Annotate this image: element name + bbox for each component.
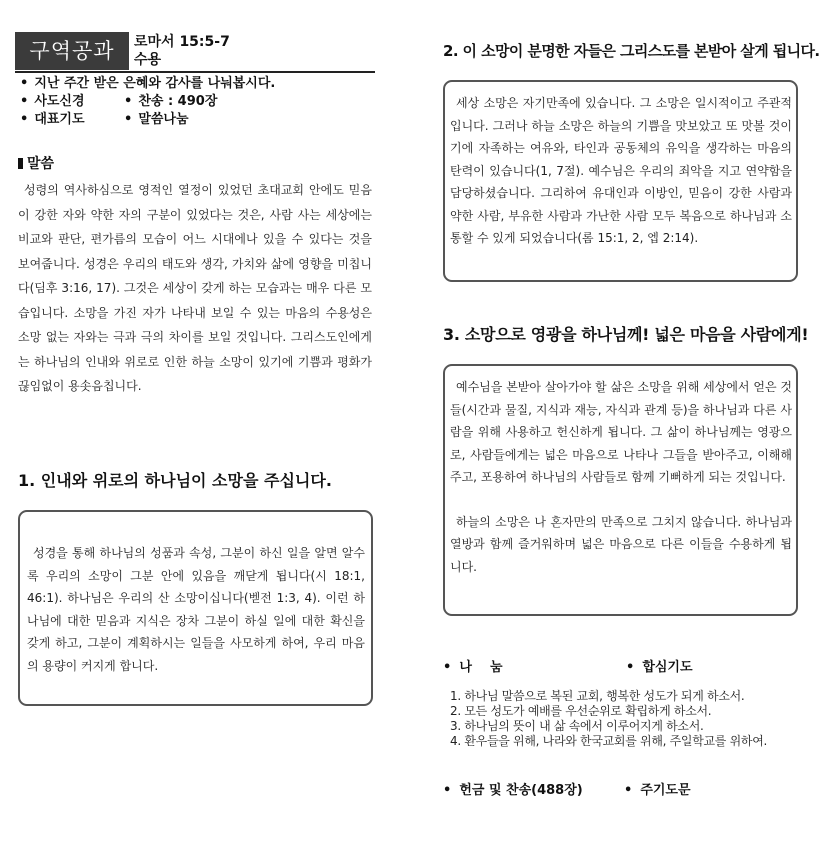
closing-lords-prayer: [624, 779, 691, 798]
lesson-theme: 수용: [134, 52, 162, 68]
order-hymn: [124, 93, 217, 111]
order-creed: [20, 93, 85, 111]
section-2-title: 2. 이 소망이 분명한 자들은 그리스도를 본받아 살게 됩니다.: [443, 42, 820, 60]
bullet-icon: •: [624, 783, 633, 798]
section-2-box: [443, 80, 798, 282]
section-3-body-2: 하늘의 소망은 나 혼자만의 만족으로 그치지 않습니다. 하나님과 열방과 함께 즐거워하며 넓은 마음으로 다른 이들을 수용하게 됩니다.: [450, 514, 792, 574]
closing-joint-prayer-text: 합심기도: [642, 660, 693, 675]
prayer-item: 4. 환우들을 위해, 나라와 한국교회를 위해, 주일학교를 위하여.: [450, 734, 768, 748]
bullet-icon: •: [124, 112, 133, 127]
closing-sharing: [443, 656, 503, 675]
closing-lords-prayer-text: 주기도문: [640, 783, 691, 798]
section-3-title: 3. 소망으로 영광을 하나님께! 넓은 마음을 사람에게!: [443, 325, 809, 344]
section-1-body: 성경을 통해 하나님의 성품과 속성, 그분이 하신 일을 알면 알수록 우리의 소망이 그분 안에 있음을 깨닫게 됩니다(시 18:1, 46:1). 하나님은 우리의 산 소망이십니다(벧전 1:3, 4). 이런 하나님에 대한 믿음과 지식은 장차 그분이 하실 일에 대한 확신을 갖게 하고, 그분이 계획하시는 일들을 사모하게 하여, 우리 마음의 용량이 커지게 합니다.: [27, 546, 365, 673]
order-greeting: [20, 75, 275, 93]
order-greeting-text: 지난 주간 받은 은혜와 감사를 나눠봅시다.: [34, 76, 276, 91]
scripture-reference: 로마서 15:5-7: [134, 34, 230, 50]
prayer-item: 2. 모든 성도가 예배를 우선순위로 확립하게 하소서.: [450, 704, 712, 718]
bullet-icon: •: [124, 94, 133, 109]
closing-offering: [443, 779, 583, 798]
bullet-icon: •: [20, 94, 29, 109]
sermon-heading-text: 말씀: [27, 156, 55, 172]
bullet-icon: •: [20, 76, 29, 91]
closing-offering-text: 헌금 및 찬송(488장): [459, 783, 583, 798]
order-sharing-text: 말씀나눔: [138, 112, 189, 127]
prayer-list: [450, 689, 767, 749]
square-bullet-icon: [18, 158, 23, 169]
section-3-box: [443, 364, 798, 616]
sermon-heading: [18, 153, 54, 173]
bullet-icon: •: [443, 783, 452, 798]
order-creed-text: 사도신경: [34, 94, 85, 109]
section-3-body: 예수님을 본받아 살아가야 할 삶은 소망을 위해 세상에서 얻은 것들(시간과 물질, 지식과 재능, 자식과 관계 등)을 하나님과 다른 사람을 위해 사용하고 헌신하게 됩니다. 그 삶이 하나님께는 영광으로, 사람들에게는 넓은 마음으로 나타나 그들을 받아주고, 이해해 주고, 포용하여 하나님의 사람들로 함께 기뻐하게 되는 것입니다.: [450, 380, 792, 484]
section-2-body: 세상 소망은 자기만족에 있습니다. 그 소망은 일시적이고 주관적입니다. 그러나 하늘 소망은 하늘의 기쁨을 맛보았고 또 맛볼 것이기에 자족하는 여유와, 타인과 공동체의 유익을 생각하는 마음의 탄력이 있습니다(1, 7절). 예수님은 우리의 죄악을 지고 연약함을 담당하셨습니다. 그리하여 유대인과 이방인, 믿음이 강한 사람과 약한 사람, 부유한 사람과 가난한 사람 모두 복음으로 하나님과 소통할 수 있게 되었습니다(롬 15:1, 2, 엡 2:14).: [450, 96, 792, 245]
section-1-box: [18, 510, 373, 706]
header-divider: [15, 71, 375, 73]
order-hymn-text: 찬송 : 490장: [138, 94, 218, 109]
closing-joint-prayer: [626, 656, 693, 675]
closing-sharing-text: 나 눔: [459, 660, 503, 675]
bullet-icon: •: [626, 660, 635, 675]
section-1-title: 1. 인내와 위로의 하나님이 소망을 주십니다.: [18, 471, 332, 490]
sermon-body: 성령의 역사하심으로 영적인 열정이 있었던 초대교회 안에도 믿음이 강한 자와 약한 자의 구분이 있었다는 것은, 사람 사는 세상에는 비교와 판단, 편가름의 모습이 어느 시대에나 있을 수 있다는 것을 보여줍니다. 성경은 우리의 태도와 생각, 가치와 삶에 영향을 미칩니다(딤후 3:16, 17). 그것은 세상이 갖게 하는 모습과는 매우 다른 모습입니다. 소망을 가진 자가 나타내 보일 수 있는 마음의 수용성은 소망 없는 자와는 극과 극의 차이를 보일 것입니다. 그리스도인에게는 하나님의 인내와 위로로 인한 하늘 소망이 있기에 기쁨과 평화가 끊임없이 용솟음칩니다.: [18, 183, 372, 393]
prayer-item: 1. 하나님 말씀으로 복된 교회, 행복한 성도가 되게 하소서.: [450, 689, 745, 703]
bullet-icon: •: [443, 660, 452, 675]
order-sharing: [124, 111, 189, 129]
bullet-icon: •: [20, 112, 29, 127]
lesson-badge: 구역공과: [15, 32, 129, 70]
order-prayer: [20, 111, 85, 129]
order-prayer-text: 대표기도: [34, 112, 85, 127]
prayer-item: 3. 하나님의 뜻이 내 삶 속에서 이루어지게 하소서.: [450, 719, 704, 733]
